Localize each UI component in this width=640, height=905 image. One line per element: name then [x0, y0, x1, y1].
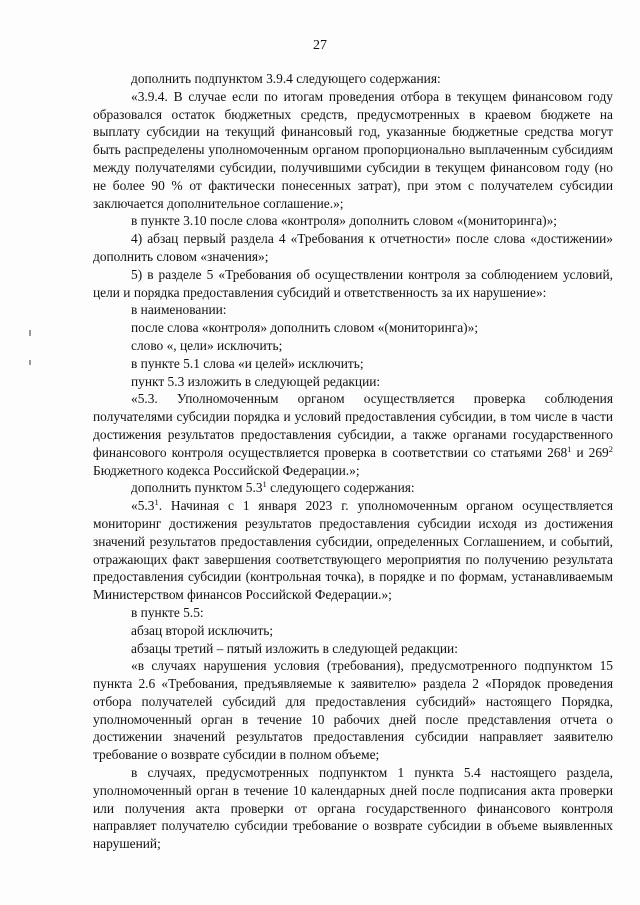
paragraph: дополнить подпунктом 3.9.4 следующего содержания:: [131, 71, 441, 86]
paragraph: в пункте 5.1 слова «и целей» исключить;: [131, 355, 364, 371]
margin-scan-mark: [29, 330, 31, 336]
paragraph: абзац второй исключить;: [131, 622, 274, 638]
paragraph-text: Бюджетного кодекса Российской Федерации.»;: [93, 462, 360, 478]
page-number: 27: [313, 38, 327, 53]
paragraph: 5) в разделе 5 «Требования об осуществлении контроля за соблюдением условий, цели и порядка предоставления субсидий и ответственность за их нарушение»:: [93, 266, 613, 300]
paragraph-text: дополнить пунктом 5.3: [131, 480, 263, 496]
paragraph-text: и 269: [571, 444, 609, 460]
paragraph: в пункте 3.10 после слова «контроля» дополнить словом «(мониторинга)»;: [131, 213, 558, 229]
paragraph: в случаях, предусмотренных подпунктом 1 пункта 5.4 настоящего раздела, уполномоченный орган в течение 10 календарных дней после подписания акта проверки или получения акта проверки от органа государственного финансового контроля направляет получателю субсидии требование о возврате субсидии в объеме выявленных нарушений;: [93, 765, 613, 852]
paragraph: «в случаях нарушения условия (требования), предусмотренного подпунктом 15 пункта 2.6 «Требования, предъявляемые к заявителю» раздела 2 «Порядок проведения отбора получателей субсидий для предоставления субсидий» настоящего Порядка, уполномоченный орган в течение 10 рабочих дней после представления отчета о достижении значений результатов предоставления субсидии направляет заявителю требование о возврате субсидии в полном объеме;: [93, 658, 613, 763]
document-body: [93, 70, 613, 853]
paragraph: в пункте 5.5:: [131, 604, 204, 620]
paragraph: [93, 390, 613, 479]
paragraph: 4) абзац первый раздела 4 «Требования к отчетности» после слова «достижении» дополнить словом «значения»;: [93, 231, 613, 264]
paragraph-text: «5.3. Уполномоченным органом осуществляется проверка соблюдения получателями субсидии порядка и условий предоставления субсидии, в том числе в части достижения результатов предоставления субсидии, а также органами государственного финансового контроля осуществляется проверка в соответствии со статьями 268: [93, 391, 613, 460]
paragraph: в наименовании:: [131, 302, 227, 318]
paragraph: слово «, цели» исключить;: [131, 337, 283, 353]
paragraph-text: следующего содержания:: [266, 480, 415, 496]
superscript: 1: [262, 479, 267, 490]
paragraph: пункт 5.3 изложить в следующей редакции:: [131, 373, 381, 389]
superscript: 1: [567, 443, 572, 454]
paragraph-text: . Начиная с 1 января 2023 г. уполномоченным органом осуществляется мониторинг достижения результатов предоставления субсидии исходя из достижения значений результатов предоставления субсидии, определенных Соглашением, и событий, отражающих факт завершения соответствующего мероприятия по получению результата предоставления субсидии (контрольная точка), в порядке и по формам, устанавливаемым Министерством финансов Российской Федерации.»;: [93, 498, 613, 603]
paragraph: абзацы третий – пятый изложить в следующей редакции:: [131, 640, 458, 656]
paragraph-text: «5.3: [131, 498, 155, 514]
margin-scan-mark: [29, 360, 31, 365]
superscript: 2: [608, 443, 613, 454]
superscript: 1: [154, 497, 159, 508]
paragraph: [93, 479, 613, 497]
paragraph: «3.9.4. В случае если по итогам проведения отбора в текущем финансовом году образовался остаток бюджетных средств, предусмотренных в краевом бюджете на выплату субсидии на текущий финансовый год, указанные бюджетные средства могут быть распределены уполномоченным органом пропорционально выплаченным субсидиям между получателями субсидии, получившими субсидии в текущем финансовом году (но не более 90 % от фактически понесенных затрат), при этом с получателем субсидии заключается дополнительное соглашение.»;: [93, 88, 613, 211]
paragraph: [93, 497, 613, 604]
paragraph: после слова «контроля» дополнить словом «(мониторинга)»;: [131, 320, 479, 336]
